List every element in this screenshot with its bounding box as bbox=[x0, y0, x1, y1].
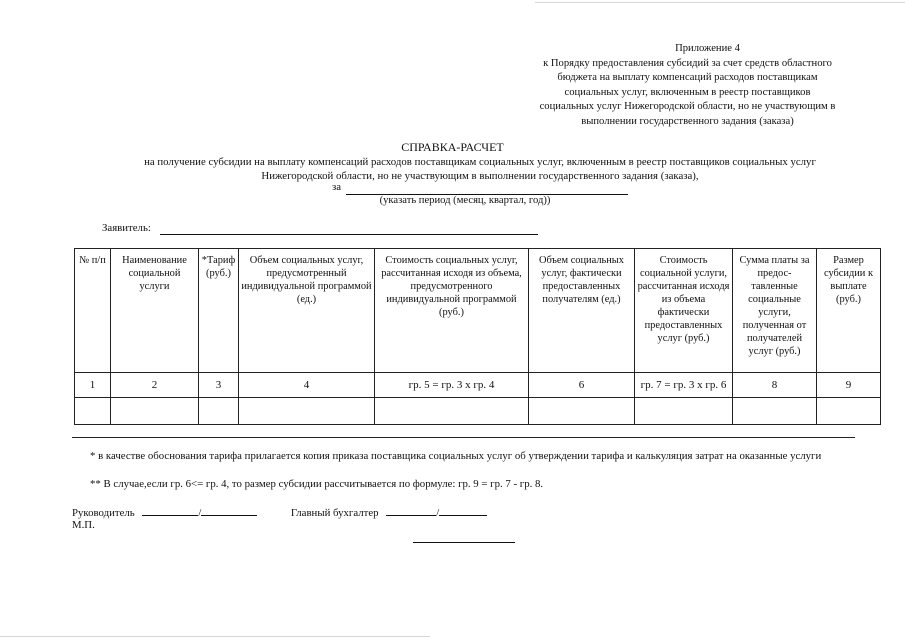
stamp-placeholder: М.П. bbox=[72, 519, 95, 531]
column-number: гр. 5 = гр. 3 х гр. 4 bbox=[375, 373, 529, 398]
signature-block bbox=[72, 505, 487, 519]
table-column-numbers-row bbox=[75, 373, 881, 398]
table-cell[interactable] bbox=[817, 398, 881, 425]
scan-edge-bottom bbox=[0, 636, 430, 637]
table-row[interactable] bbox=[75, 398, 881, 425]
column-header: Стоимость социальных услуг, рассчитанная исходя из объема, предусмотренного индивидуальной программой (руб.) bbox=[375, 249, 529, 373]
column-number: 8 bbox=[733, 373, 817, 398]
table-cell[interactable] bbox=[199, 398, 239, 425]
column-header: № п/п bbox=[75, 249, 111, 373]
column-number: 3 bbox=[199, 373, 239, 398]
column-number: 6 bbox=[529, 373, 635, 398]
head-slash: / bbox=[198, 507, 202, 519]
footnote-tariff: * в качестве обоснования тарифа прилагается копия приказа поставщика социальных услуг об утверждении тарифа и калькуляция затрат на оказанные услуги bbox=[90, 450, 822, 462]
column-header: Объем социальных услуг, предусмотренный индивидуальной программой (ед.) bbox=[239, 249, 375, 373]
appendix-line: к Порядку предоставления субсидий за счет средств областного bbox=[543, 57, 832, 69]
appendix-title: Приложение 4 bbox=[675, 43, 740, 54]
table-cell[interactable] bbox=[733, 398, 817, 425]
subtitle-line-1: на получение субсидии на выплату компенсаций расходов поставщикам социальных услуг, включенным в реестр поставщиков социальных услуг bbox=[144, 156, 816, 168]
applicant-blank-line[interactable] bbox=[160, 234, 538, 235]
accountant-name-line[interactable] bbox=[439, 505, 487, 516]
column-number: 9 bbox=[817, 373, 881, 398]
table-cell[interactable] bbox=[635, 398, 733, 425]
accountant-signature-line[interactable] bbox=[386, 505, 436, 516]
head-label: Руководитель bbox=[72, 507, 135, 519]
accountant-slash: / bbox=[436, 507, 440, 519]
column-header: Стоимость социальной услуги, рассчитанная исходя из объема фактически предоставленных услуг (руб.) bbox=[635, 249, 733, 373]
scan-edge-top bbox=[535, 2, 905, 3]
subtitle-line-2: Нижегородской области, но не участвующим в выполнении государственного задания (заказа), bbox=[261, 170, 699, 182]
head-signature-line[interactable] bbox=[142, 505, 198, 516]
table-cell[interactable] bbox=[239, 398, 375, 425]
table-cell[interactable] bbox=[75, 398, 111, 425]
bottom-rule bbox=[413, 542, 515, 543]
table-header-row bbox=[75, 249, 881, 373]
column-header: *Тариф (руб.) bbox=[199, 249, 239, 373]
footnote-formula: ** В случае,если гр. 6<= гр. 4, то размер субсидии рассчитывается по формуле: гр. 9 = гр. 7 - гр. 8. bbox=[90, 478, 544, 490]
calculation-table bbox=[74, 248, 881, 425]
column-number: 1 bbox=[75, 373, 111, 398]
appendix-line: бюджета на выплату компенсаций расходов поставщикам bbox=[557, 72, 818, 84]
column-header: Размер субсидии к выплате (руб.) bbox=[817, 249, 881, 373]
period-hint: (указать период (месяц, квартал, год)) bbox=[379, 195, 551, 206]
head-name-line[interactable] bbox=[201, 505, 257, 516]
appendix-line: выполнении государственного задания (заказа) bbox=[581, 115, 794, 127]
appendix-block bbox=[515, 42, 860, 130]
table-cell[interactable] bbox=[375, 398, 529, 425]
column-header: Сумма платы за предос-тавленные социальные услуги, полученная от получателей услуг (руб.) bbox=[733, 249, 817, 373]
applicant-label: Заявитель: bbox=[102, 222, 151, 234]
column-number: 2 bbox=[111, 373, 199, 398]
appendix-line: социальных услуг Нижегородской области, но не участвующим в bbox=[539, 101, 836, 113]
column-number: гр. 7 = гр. 3 х гр. 6 bbox=[635, 373, 733, 398]
table-cell[interactable] bbox=[529, 398, 635, 425]
period-prefix: за bbox=[332, 181, 342, 193]
document-subtitle bbox=[100, 155, 860, 183]
document-heading: СПРАВКА-РАСЧЕТ bbox=[401, 140, 504, 154]
footnote-separator bbox=[72, 437, 855, 438]
table-cell[interactable] bbox=[111, 398, 199, 425]
appendix-line: социальных услуг, включенным в реестр поставщиков bbox=[564, 86, 811, 98]
column-number: 4 bbox=[239, 373, 375, 398]
accountant-label: Главный бухгалтер bbox=[290, 507, 379, 519]
column-header: Объем социальных услуг, фактически предоставленных получателям (ед.) bbox=[529, 249, 635, 373]
column-header: Наименование социальной услуги bbox=[111, 249, 199, 373]
